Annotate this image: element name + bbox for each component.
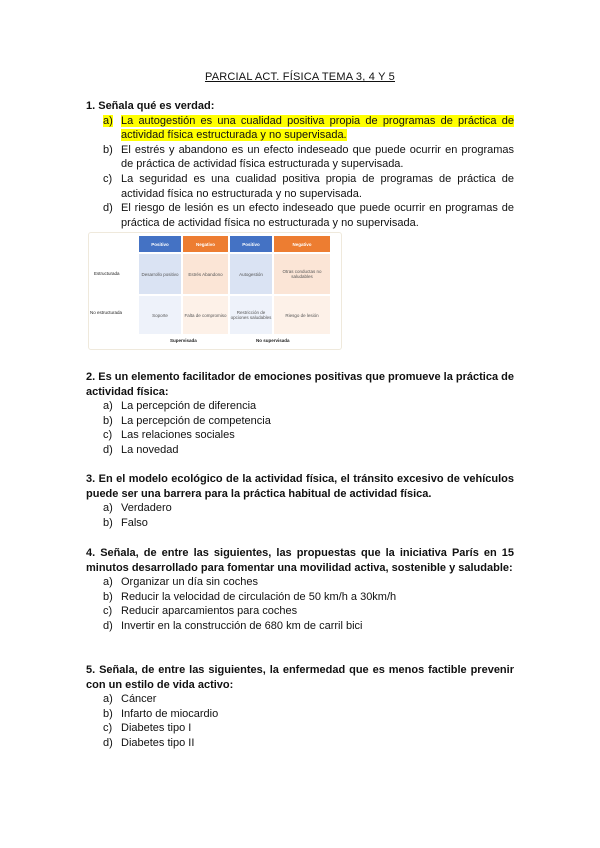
option-letter: b) (103, 414, 113, 427)
option-c[interactable] (86, 721, 514, 736)
header-negative-1: Negativo (183, 236, 228, 252)
question-4 (86, 546, 514, 634)
cell-1-2: Estrés Abandono (183, 254, 228, 294)
option-letter: d) (103, 202, 113, 215)
option-d[interactable] (86, 619, 514, 634)
option-d[interactable] (86, 736, 514, 751)
cell-2-3: Restricción de opciones saludables (230, 296, 272, 334)
option-letter: b) (103, 707, 113, 720)
option-c[interactable] (86, 428, 514, 443)
option-b[interactable] (86, 707, 514, 722)
option-d[interactable] (86, 443, 514, 458)
cell-2-2: Falta de compromiso (183, 296, 228, 334)
option-letter: a) (103, 114, 113, 127)
option-a[interactable] (86, 501, 514, 516)
row-label-structured: Estructurada (94, 271, 120, 276)
row-label-unstructured: No estructurada (90, 310, 123, 315)
question-heading: 1. Señala qué es verdad: (86, 100, 215, 112)
header-positive-1: Positivo (139, 236, 181, 252)
bottom-label-unsupervised: No supervisada (256, 338, 290, 343)
option-a[interactable] (86, 575, 514, 590)
option-text: La percepción de diferencia (121, 400, 257, 413)
option-text: Las relaciones sociales (121, 429, 235, 442)
question-heading: 3. En el modelo ecológico de la actividad física, el tránsito excesivo de vehículos puede ser una barrera para la práctica habitual de actividad física. (86, 473, 514, 500)
option-b[interactable] (86, 590, 514, 605)
option-c[interactable] (86, 604, 514, 619)
option-letter: d) (103, 619, 113, 632)
option-a[interactable] (86, 399, 514, 414)
question-5 (86, 663, 514, 751)
option-text: Cáncer (121, 693, 157, 706)
question-heading: 2. Es un elemento facilitador de emociones positivas que promueve la práctica de actividad física: (86, 371, 514, 398)
option-b[interactable] (86, 516, 514, 531)
highlighted-answer: La autogestión es una cualidad positiva propia de programas de práctica de actividad física estructurada y no supervisada. (121, 114, 514, 142)
cell-2-1: Soporte (139, 296, 181, 334)
option-text: La seguridad es una cualidad positiva propia de programas de práctica de actividad física no estructurada y no supervisada. (121, 172, 514, 200)
option-letter: c) (103, 429, 113, 442)
option-c[interactable] (86, 172, 514, 201)
option-letter: b) (103, 143, 113, 156)
option-letter: a) (103, 693, 113, 706)
question-2 (86, 370, 514, 458)
option-text: Reducir la velocidad de circulación de 50 km/h a 30km/h (121, 590, 397, 603)
option-letter: c) (103, 722, 113, 735)
option-text: Invertir en la construcción de 680 km de carril bici (121, 619, 363, 632)
option-text: Falso (121, 516, 148, 529)
option-text: Diabetes tipo II (121, 736, 195, 749)
option-text: Verdadero (121, 502, 172, 515)
bottom-label-supervised: Supervisada (170, 338, 197, 343)
cell-1-1: Desarrollo positivo (139, 254, 181, 294)
option-text: La novedad (121, 443, 179, 456)
option-d[interactable] (86, 201, 514, 230)
question-1 (86, 99, 514, 230)
option-letter: a) (103, 502, 113, 515)
header-positive-2: Positivo (230, 236, 272, 252)
option-text: Reducir aparcamientos para coches (121, 605, 298, 618)
option-text: La percepción de competencia (121, 414, 271, 427)
option-letter: d) (103, 443, 113, 456)
option-text: El estrés y abandono es un efecto indeseado que puede ocurrir en programas de práctica de actividad física estructurada y supervisada. (121, 143, 514, 171)
header-negative-2: Negativo (274, 236, 330, 252)
option-b[interactable] (86, 143, 514, 172)
option-text (121, 114, 514, 143)
option-a[interactable] (86, 692, 514, 707)
question-heading: 4. Señala, de entre las siguientes, las propuestas que la iniciativa París en 15 minutos desarrollado para fomentar una movilidad activa, sostenible y saludable: (86, 547, 514, 574)
option-letter: b) (103, 516, 113, 529)
cell-1-3: Autogestión (230, 254, 272, 294)
option-text: Organizar un día sin coches (121, 576, 258, 589)
question-heading: 5. Señala, de entre las siguientes, la enfermedad que es menos factible prevenir con un estilo de vida activo: (86, 664, 514, 691)
supervision-structure-table-figure (88, 236, 342, 346)
option-letter: d) (103, 736, 113, 749)
option-text: Infarto de miocardio (121, 707, 219, 720)
option-text: El riesgo de lesión es un efecto indeseado que puede ocurrir en programas de práctica de actividad física no estructurada y no supervisada. (121, 202, 514, 229)
option-letter: c) (103, 605, 113, 618)
option-letter: b) (103, 590, 113, 603)
option-letter: c) (103, 172, 113, 185)
question-3 (86, 472, 514, 530)
document-title: PARCIAL ACT. FÍSICA TEMA 3, 4 Y 5 (204, 71, 395, 83)
cell-2-4: Riesgo de lesión (274, 296, 330, 334)
option-letter: a) (103, 400, 113, 413)
option-b[interactable] (86, 414, 514, 429)
option-letter: a) (103, 576, 113, 589)
cell-1-4: Otras conductas no saludables (274, 254, 330, 294)
option-a[interactable] (86, 114, 514, 143)
option-text: Diabetes tipo I (121, 722, 192, 735)
